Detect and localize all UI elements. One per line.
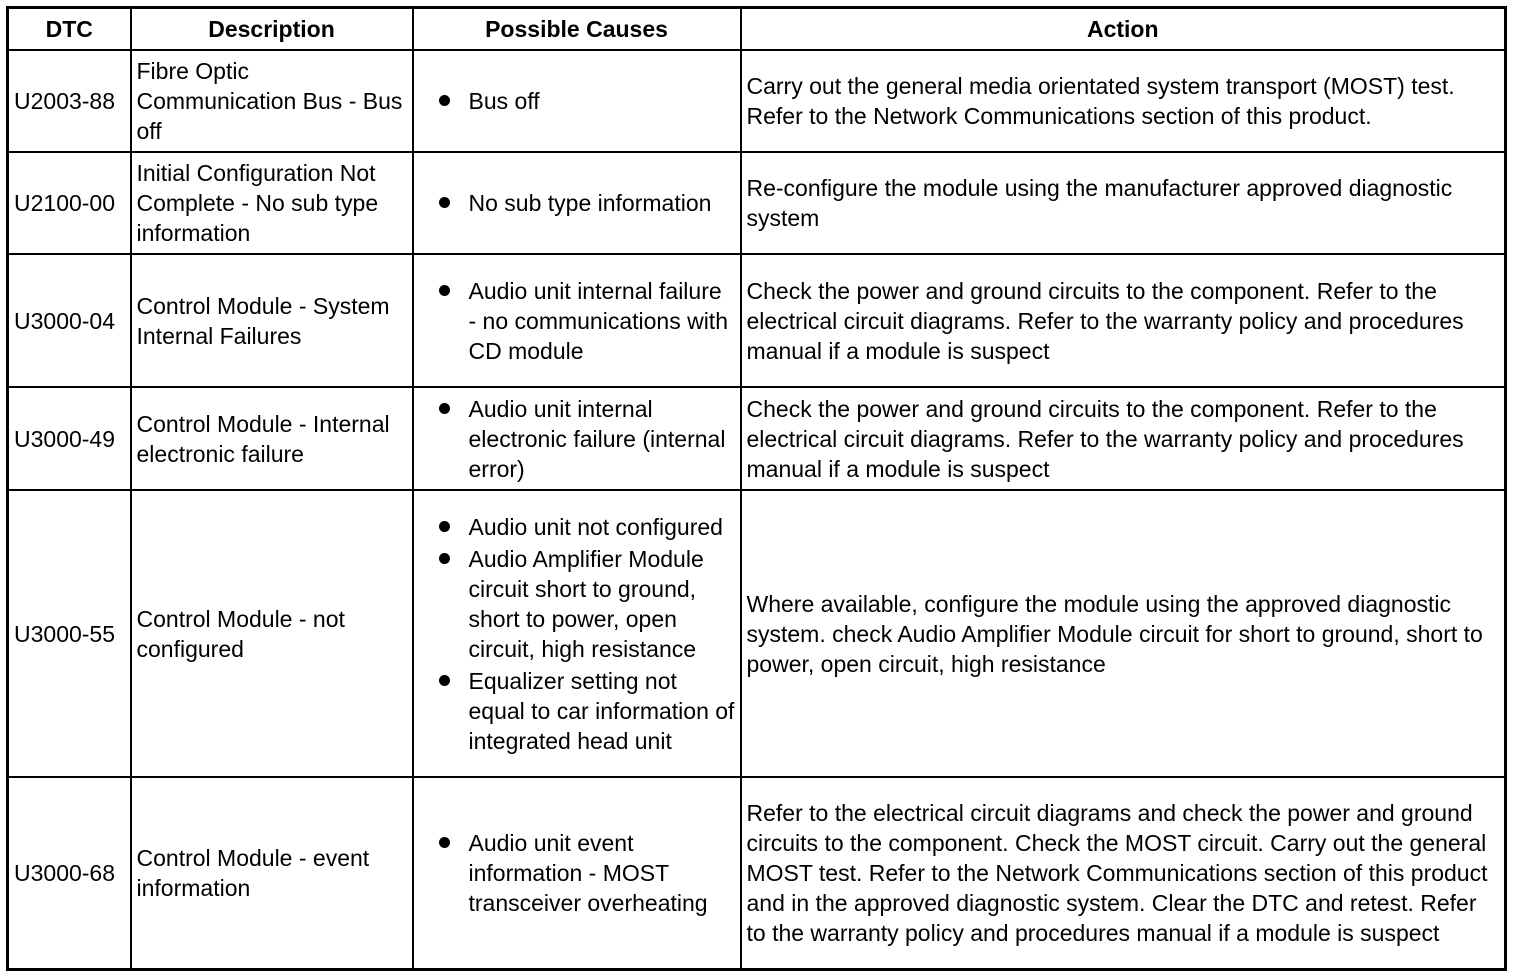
- possible-causes: [413, 777, 741, 970]
- cause-item: [419, 86, 735, 116]
- table-row: [8, 50, 1506, 152]
- header-row: [8, 8, 1506, 51]
- cause-text: Equalizer setting not equal to car information of integrated head unit: [468, 667, 735, 754]
- cause-item: [419, 276, 735, 366]
- dtc-description: Fibre Optic Communication Bus - Bus off: [131, 50, 413, 152]
- bullet-icon: [439, 95, 450, 106]
- dtc-description: Control Module - Internal electronic failure: [131, 387, 413, 490]
- table-row: [8, 490, 1506, 777]
- table-row: [8, 387, 1506, 490]
- bullet-icon: [439, 285, 450, 296]
- cause-item: [419, 394, 735, 484]
- header-action: Action: [741, 8, 1506, 51]
- dtc-code: U3000-04: [8, 254, 131, 387]
- dtc-description: Control Module - event information: [131, 777, 413, 970]
- dtc-code: U2003-88: [8, 50, 131, 152]
- possible-causes: [413, 254, 741, 387]
- dtc-table: [6, 6, 1507, 971]
- cause-text: Audio unit event information - MOST transceiver overheating: [468, 830, 708, 916]
- dtc-description: Initial Configuration Not Complete - No sub type information: [131, 152, 413, 254]
- bullet-icon: [439, 675, 450, 686]
- cause-item: [419, 188, 735, 218]
- dtc-code: U3000-55: [8, 490, 131, 777]
- cause-item: [419, 666, 735, 756]
- possible-causes: [413, 490, 741, 777]
- bullet-icon: [439, 521, 450, 532]
- cause-item: [419, 544, 735, 664]
- dtc-action: Check the power and ground circuits to the component. Refer to the electrical circuit diagrams. Refer to the warranty policy and procedures manual if a module is suspect: [741, 387, 1506, 490]
- cause-text: No sub type information: [468, 190, 712, 216]
- dtc-action: Carry out the general media orientated system transport (MOST) test. Refer to the Network Communications section of this product.: [741, 50, 1506, 152]
- dtc-code: U3000-49: [8, 387, 131, 490]
- bullet-icon: [439, 403, 450, 414]
- dtc-action: Where available, configure the module using the approved diagnostic system. check Audio Amplifier Module circuit for short to ground, short to power, open circuit, high resistance: [741, 490, 1506, 777]
- possible-causes: [413, 50, 741, 152]
- header-possible-causes: Possible Causes: [413, 8, 741, 51]
- bullet-icon: [439, 197, 450, 208]
- cause-text: Audio unit internal electronic failure (internal error): [468, 395, 726, 482]
- cause-text: Bus off: [468, 88, 540, 114]
- bullet-icon: [439, 553, 450, 564]
- cause-text: Audio unit not configured: [468, 513, 723, 540]
- cause-item: [419, 512, 735, 542]
- header-dtc: DTC: [8, 8, 131, 51]
- dtc-action: Refer to the electrical circuit diagrams and check the power and ground circuits to the component. Check the MOST circuit. Carry out the general MOST test. Refer to the Network Communications section of this product and in the approved diagnostic system. Clear the DTC and retest. Refer to the warranty policy and procedures manual if a module is suspect: [741, 777, 1506, 970]
- dtc-action: Check the power and ground circuits to the component. Refer to the electrical circuit diagrams. Refer to the warranty policy and procedures manual if a module is suspect: [741, 254, 1506, 387]
- cause-text: Audio unit internal failure - no communications with CD module: [468, 277, 728, 364]
- table-row: [8, 254, 1506, 387]
- possible-causes: [413, 152, 741, 254]
- dtc-action: Re-configure the module using the manufacturer approved diagnostic system: [741, 152, 1506, 254]
- dtc-code: U2100-00: [8, 152, 131, 254]
- possible-causes: [413, 387, 741, 490]
- header-description: Description: [131, 8, 413, 51]
- dtc-code: U3000-68: [8, 777, 131, 970]
- cause-text: Audio Amplifier Module circuit short to ground, short to power, open circuit, high resistance: [468, 545, 704, 662]
- cause-item: [419, 828, 735, 918]
- bullet-icon: [439, 837, 450, 848]
- dtc-description: Control Module - System Internal Failures: [131, 254, 413, 387]
- table-row: [8, 152, 1506, 254]
- table-row: [8, 777, 1506, 970]
- dtc-description: Control Module - not configured: [131, 490, 413, 777]
